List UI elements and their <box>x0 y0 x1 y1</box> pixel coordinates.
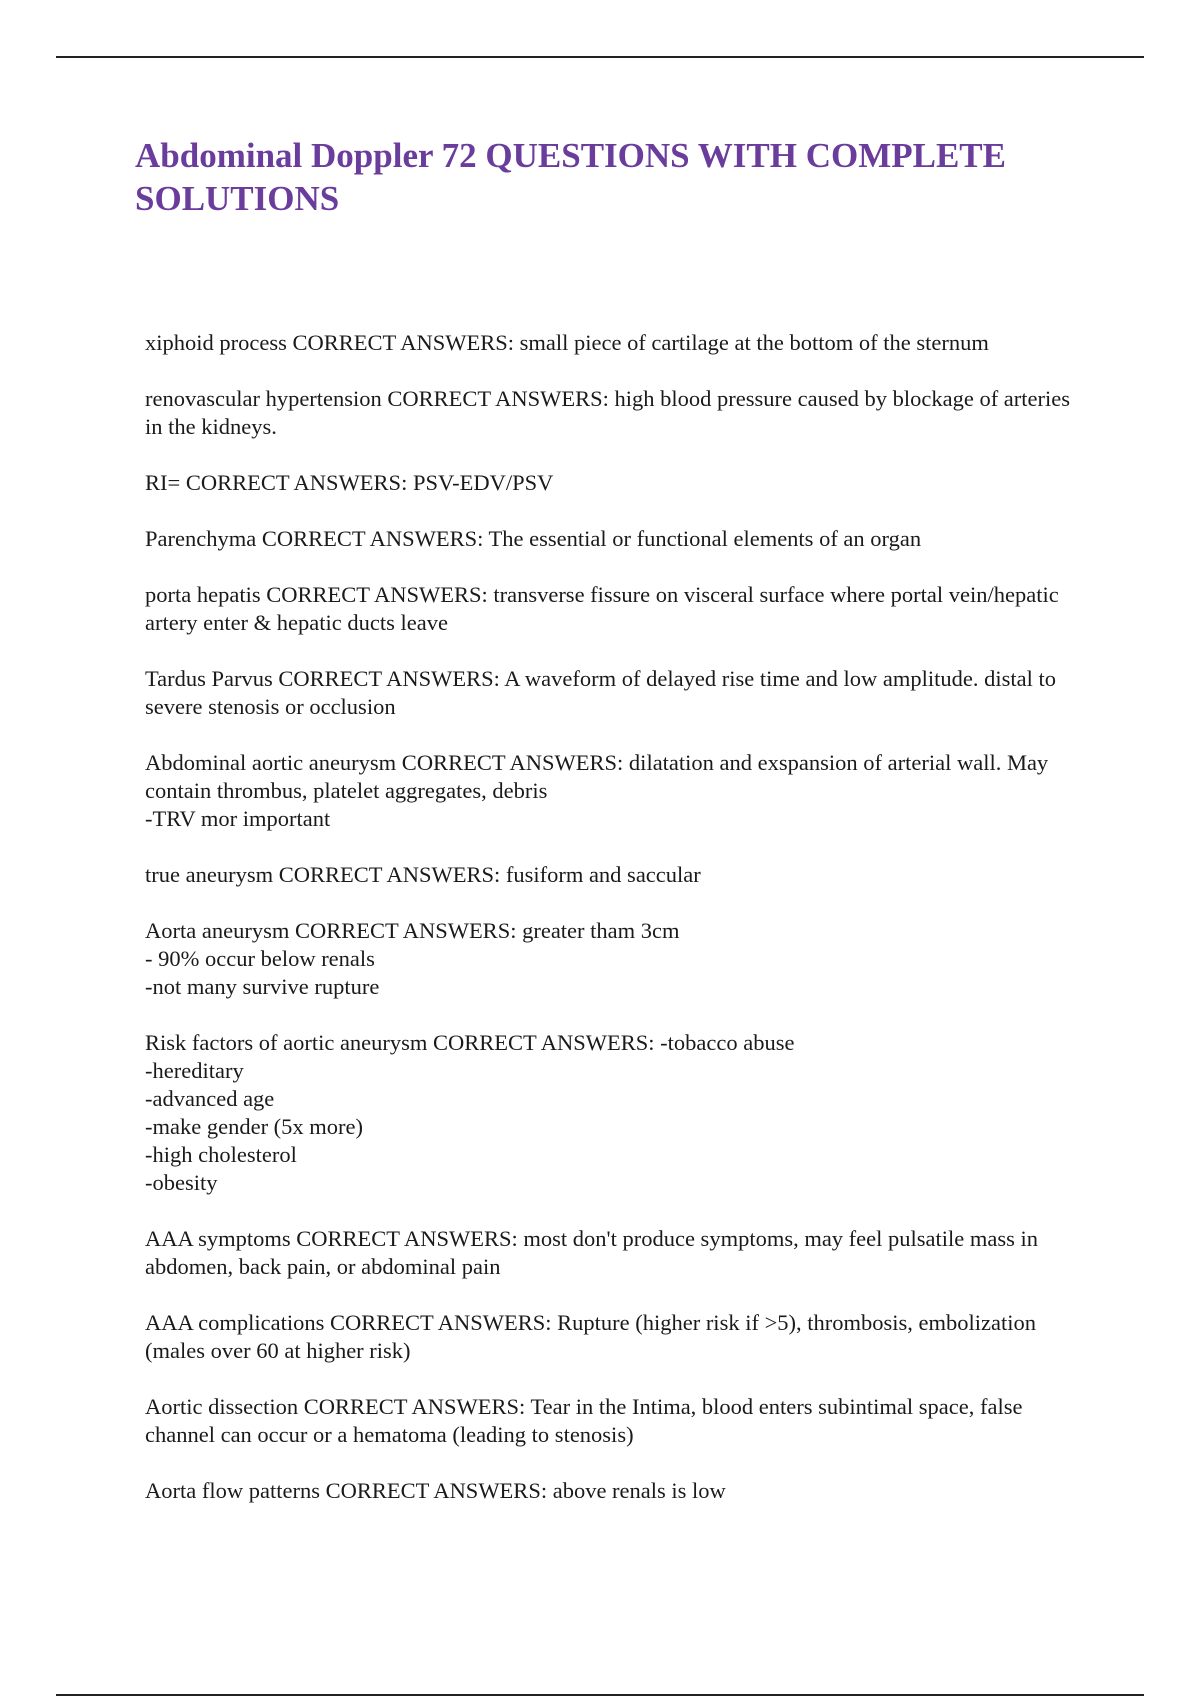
qa-item <box>145 385 1085 441</box>
qa-item <box>145 329 1085 357</box>
bottom-rule <box>56 1694 1144 1696</box>
qa-text-line: -advanced age <box>145 1086 275 1111</box>
qa-item <box>145 665 1085 721</box>
qa-text-line: -high cholesterol <box>145 1142 297 1167</box>
qa-text-line: Abdominal aortic aneurysm CORRECT ANSWERS: dilatation and exspansion of arterial wall. May contain thrombus, platelet aggregates, debris <box>145 750 1049 803</box>
qa-text-line: Aortic dissection CORRECT ANSWERS: Tear in the Intima, blood enters subintimal space, false channel can occur or a hematoma (leading to stenosis) <box>145 1394 1023 1447</box>
qa-text-line: Parenchyma CORRECT ANSWERS: The essential or functional elements of an organ <box>145 526 922 551</box>
qa-text-line: true aneurysm CORRECT ANSWERS: fusiform and saccular <box>145 862 701 887</box>
qa-text-line: -obesity <box>145 1170 218 1195</box>
qa-text-line: Aorta aneurysm CORRECT ANSWERS: greater tham 3cm <box>145 918 680 943</box>
qa-item <box>145 917 1085 1001</box>
qa-list <box>145 329 1085 1533</box>
qa-text-line: Risk factors of aortic aneurysm CORRECT ANSWERS: -tobacco abuse <box>145 1030 795 1055</box>
document-title: Abdominal Doppler 72 QUESTIONS WITH COMPLETE SOLUTIONS <box>135 136 1006 218</box>
qa-text-line: Tardus Parvus CORRECT ANSWERS: A waveform of delayed rise time and low amplitude. distal to severe stenosis or occlusion <box>145 666 1057 719</box>
qa-text-line: AAA complications CORRECT ANSWERS: Rupture (higher risk if >5), thrombosis, embolization (males over 60 at higher risk) <box>145 1310 1036 1363</box>
qa-text-line: -make gender (5x more) <box>145 1114 364 1139</box>
qa-text-line: Aorta flow patterns CORRECT ANSWERS: above renals is low <box>145 1478 726 1503</box>
qa-text-line: RI= CORRECT ANSWERS: PSV-EDV/PSV <box>145 470 554 495</box>
qa-text-line: -not many survive rupture <box>145 974 380 999</box>
qa-text-line: -hereditary <box>145 1058 244 1083</box>
qa-item <box>145 469 1085 497</box>
qa-item <box>145 581 1085 637</box>
qa-item <box>145 1477 1085 1505</box>
qa-item <box>145 861 1085 889</box>
qa-item <box>145 1225 1085 1281</box>
qa-item <box>145 1393 1085 1449</box>
qa-text-line: AAA symptoms CORRECT ANSWERS: most don't produce symptoms, may feel pulsatile mass in abdomen, back pain, or abdominal pain <box>145 1226 1039 1279</box>
qa-item <box>145 525 1085 553</box>
qa-item <box>145 1309 1085 1365</box>
qa-text-line: -TRV mor important <box>145 806 331 831</box>
top-rule <box>56 56 1144 58</box>
qa-text-line: xiphoid process CORRECT ANSWERS: small piece of cartilage at the bottom of the sternum <box>145 330 989 355</box>
qa-text-line: renovascular hypertension CORRECT ANSWERS: high blood pressure caused by blockage of arteries in the kidneys. <box>145 386 1071 439</box>
qa-item <box>145 1029 1085 1197</box>
qa-text-line: - 90% occur below renals <box>145 946 375 971</box>
qa-item <box>145 749 1085 833</box>
qa-text-line: porta hepatis CORRECT ANSWERS: transverse fissure on visceral surface where portal vein/hepatic artery enter & hepatic ducts leave <box>145 582 1059 635</box>
